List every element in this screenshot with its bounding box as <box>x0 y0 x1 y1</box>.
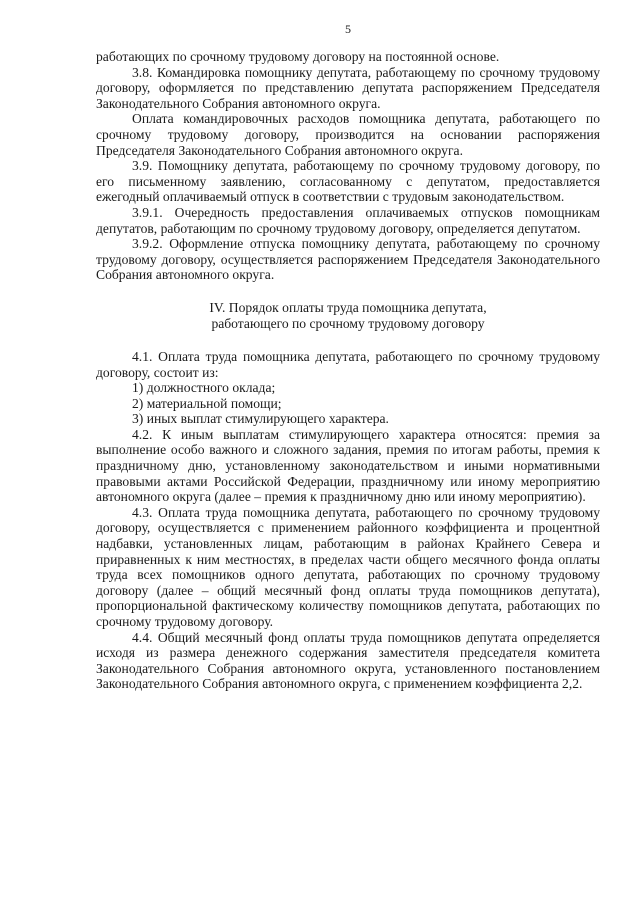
paragraph-continuation: работающих по срочному трудовому договору на постоянной основе. <box>96 49 500 64</box>
list-item: 3) иных выплат стимулирующего характера. <box>132 411 389 427</box>
paragraph-p-3-9-2: 3.9.2. Оформление отпуска помощнику депутата, работающему по срочному трудовому договору, осуществляется распоряжением Председателя Законодательного Собрания автономного округа. <box>96 236 600 283</box>
document-page <box>96 22 600 692</box>
paragraph-p-4-3: 4.3. Оплата труда помощника депутата, работающего по срочному трудовому договору, осуществляется с применением районного коэффициента и процентной надбавки, установленных лицам, работающим в районах Крайнего Севера и приравненных к ним местностях, в пределах части общего месячного фонда оплаты труда всех помощников одного депутата, работающих по срочному трудовому договору (далее – общий месячный фонд оплаты труда помощников депутата), пропорциональной фактическому количеству помощников депутата, работающих по срочному трудовому договору. <box>96 504 600 629</box>
paragraph-4-1: 4.1. Оплата труда помощника депутата, работающего по срочному трудовому договору, состоит из: <box>96 348 600 380</box>
paragraph-p-4-4: 4.4. Общий месячный фонд оплаты труда помощников депутата определяется исходя из размера денежного содержания заместителя председателя комитета Законодательного Собрания автономного округа, установленного постановлением Законодательного Собрания автономного округа, с применением коэффициента 2,2. <box>96 629 600 692</box>
paragraph-p-4-2: 4.2. К иным выплатам стимулирующего характера относятся: премия за выполнение особо важного и сложного задания, премия по итогам работы, премия к праздничному дню, установленному законодательством и иными нормативными правовыми актами Российской Федерации, праздничному или иному мероприятию автономного округа (далее – премия к праздничному дню или иному мероприятию). <box>96 426 600 505</box>
paragraph-p-3-9: 3.9. Помощнику депутата, работающему по срочному трудовому договору, по его письменному заявлению, согласованному с депутатом, предоставляется ежегодный оплачиваемый отпуск в соответствии с трудовым законодательством. <box>96 158 600 205</box>
list-item: 2) материальной помощи; <box>132 395 282 411</box>
paragraph-p-3-8: 3.8. Командировка помощнику депутата, работающему по срочному трудовому договору, оформляется по представлению депутата распоряжением Председателя Законодательного Собрания автономного округа. <box>96 64 600 111</box>
section-four-paragraphs <box>96 427 600 692</box>
section-title-line-1: IV. Порядок оплаты труда помощника депутата, <box>209 299 487 315</box>
paragraph-p-3-9-1: 3.9.1. Очередность предоставления оплачиваемых отпусков помощникам депутатов, работающим по срочному трудовому договору, определяется депутатом. <box>96 204 600 236</box>
page-number: 5 <box>345 22 351 36</box>
list-item: 1) должностного оклада; <box>132 380 276 396</box>
paragraph-p-3-8-payment: Оплата командировочных расходов помощника депутата, работающего по срочному трудовому договору, производится на основании распоряжения Председателя Законодательного Собрания автономного округа. <box>96 111 600 158</box>
section-three-paragraphs <box>96 49 600 283</box>
section-title <box>96 300 600 332</box>
payment-components-list <box>96 380 600 427</box>
section-title-line-2: работающего по срочному трудовому договору <box>211 315 485 331</box>
